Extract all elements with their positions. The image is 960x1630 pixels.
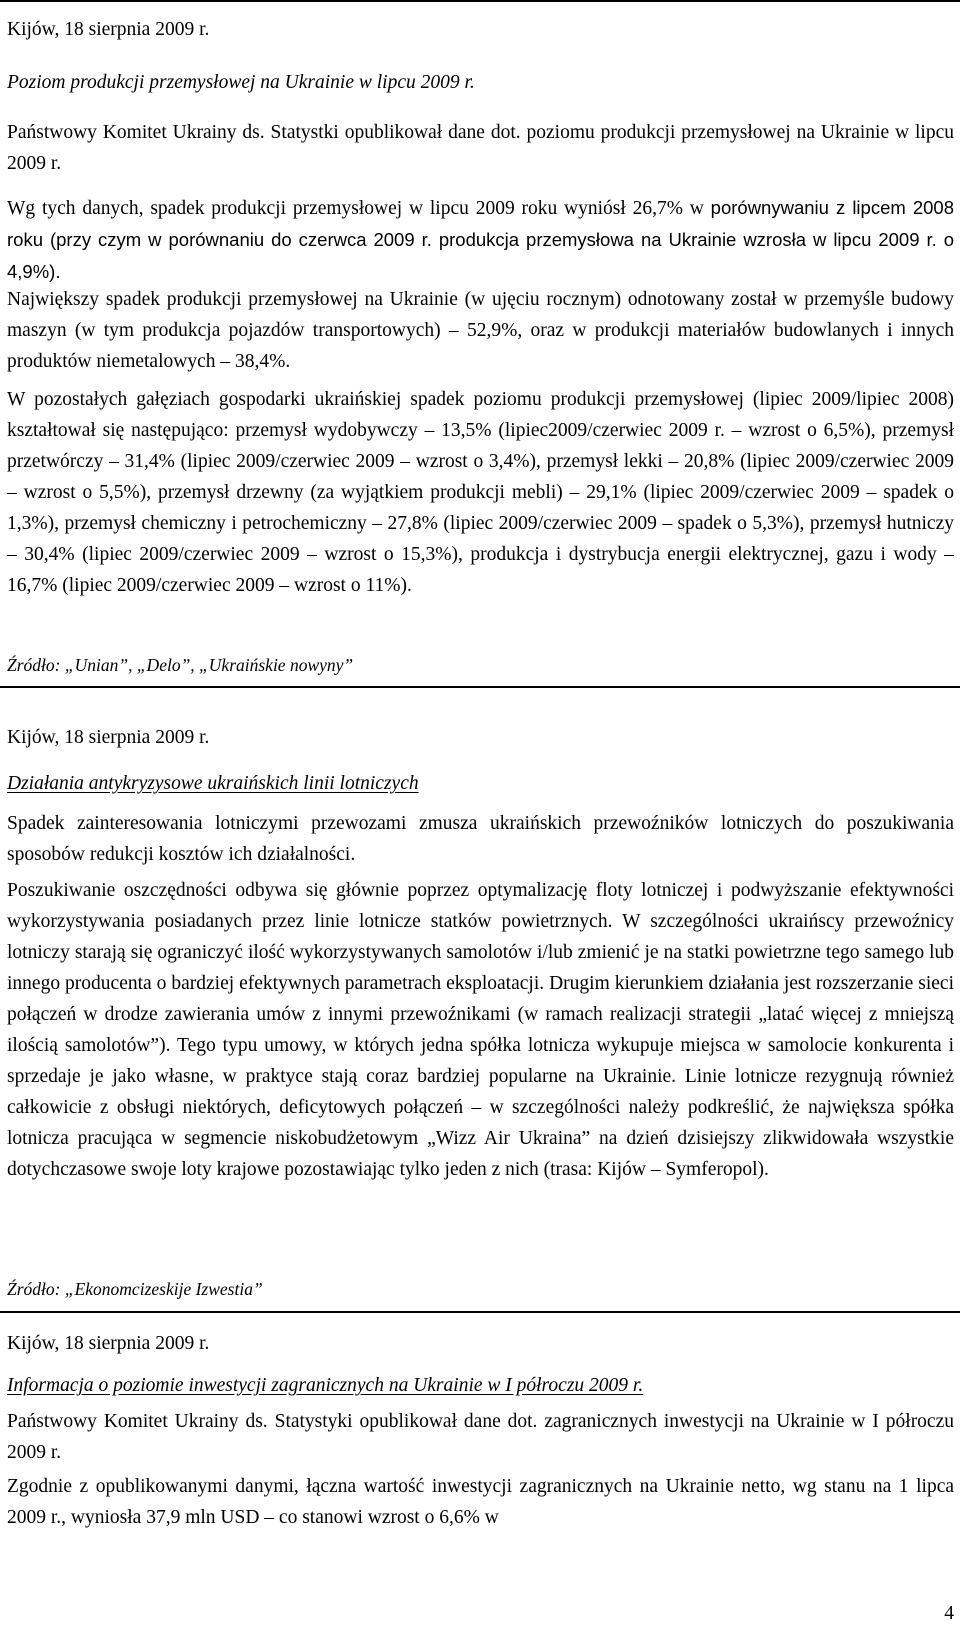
- page-number: 4: [944, 1603, 954, 1624]
- article1-date: Kijów, 18 sierpnia 2009 r.: [7, 19, 210, 40]
- article1-paragraph-4: W pozostałych gałęziach gospodarki ukraińskiej spadek poziomu produkcji przemysłowej (lipiec 2009/lipiec 2008) kształtował się następująco: przemysł wydobywczy – 13,5% (lipiec2009/czerwiec 2009 r. – wzrost o 6,5%), przemysł przetwórczy – 31,4% (lipiec 2009/czerwiec 2009 – wzrost o 3,4%), przemysł lekki – 20,8% (lipiec 2009/czerwiec 2009 – wzrost o 5,5%), przemysł drzewny (za wyjątkiem produkcji mebli) – 29,1% (lipiec 2009/czerwiec 2009 – spadek o 1,3%), przemysł chemiczny i petrochemiczny – 27,8% (lipiec 2009/czerwiec 2009 – spadek o 5,3%), przemysł hutniczy – 30,4% (lipiec 2009/czerwiec 2009 – wzrost o 15,3%), produkcja i dystrybucja energii elektrycznej, gazu i wody – 16,7% (lipiec 2009/czerwiec 2009 – wzrost o 11%).: [7, 389, 954, 596]
- article1-paragraph-3: Największy spadek produkcji przemysłowej na Ukrainie (w ujęciu rocznym) odnotowany został w przemyśle budowy maszyn (w tym produkcja pojazdów transportowych) – 52,9%, oraz w produkcji materiałów budowlanych i innych produktów niemetalowych – 38,4%.: [7, 289, 954, 372]
- section-divider-2: [0, 1311, 960, 1313]
- article1-source: Źródło: „Unian”, „Delo”, „Ukraińskie nowyny”: [7, 655, 354, 675]
- article2-paragraph-2: Poszukiwanie oszczędności odbywa się głównie poprzez optymalizację floty lotniczej i podwyższanie efektywności wykorzystywania posiadanych przez linie lotnicze statków powietrznych. W szczególności ukraińscy przewoźnicy lotniczy starają się ograniczyć ilość wykorzystywanych samolotów i/lub zmienić je na statki powietrzne tego samego lub innego producenta o bardziej efektywnych parametrach eksploatacji. Drugim kierunkiem działania jest rozszerzanie sieci połączeń w drodze zawierania umów z innymi przewoźnikami (w ramach realizacji strategii „latać więcej z mniejszą ilością samolotów”). Tego typu umowy, w których jedna spółka lotnicza wykupuje miejsca w samolocie konkurenta i sprzedaje je jako własne, w praktyce stają coraz bardziej popularne na Ukrainie. Linie lotnicze rezygnują również całkowicie z obsługi niektórych, deficytowych połączeń – w szczególności należy podkreślić, że największa spółka lotnicza pracująca w segmencie niskobudżetowym „Wizz Air Ukraina” na dzień dzisiejszy zlikwidowała wszystkie dotychczasowe swoje loty krajowe pozostawiając tylko jeden z nich (trasa: Kijów – Symferopol).: [7, 880, 954, 1180]
- article2-date: Kijów, 18 sierpnia 2009 r.: [7, 727, 210, 748]
- section-divider-1: [0, 686, 960, 688]
- article3-paragraph-2: Zgodnie z opublikowanymi danymi, łączna wartość inwestycji zagranicznych na Ukrainie netto, wg stanu na 1 lipca 2009 r., wyniosła 37,9 mln USD – co stanowi wzrost o 6,6% w: [7, 1476, 954, 1528]
- article1-paragraph-1: Państwowy Komitet Ukrainy ds. Statystki opublikował dane dot. poziomu produkcji przemysłowej na Ukrainie w lipcu 2009 r.: [7, 122, 954, 174]
- article1-title: Poziom produkcji przemysłowej na Ukrainie w lipcu 2009 r.: [7, 72, 475, 93]
- article1-paragraph-2-sans: porównywaniu z lipcem 2008 roku (przy czym w porównaniu do czerwca 2009 r. produkcja przemysłowa na Ukrainie wzrosła w lipcu 2009 r. o 4,9%).: [7, 197, 955, 282]
- top-rule: [0, 0, 960, 2]
- article2-title: Działania antykryzysowe ukraińskich linii lotniczych: [7, 773, 419, 794]
- article2-paragraph-1: Spadek zainteresowania lotniczymi przewozami zmusza ukraińskich przewoźników lotniczych do poszukiwania sposobów redukcji kosztów ich działalności.: [7, 813, 954, 865]
- article3-paragraph-1: Państwowy Komitet Ukrainy ds. Statystyki opublikował dane dot. zagranicznych inwestycji na Ukrainie w I półroczu 2009 r.: [7, 1411, 954, 1463]
- article1-paragraph-2-serif: Wg tych danych, spadek produkcji przemysłowej w lipcu 2009 roku wyniósł 26,7% w: [7, 198, 704, 219]
- article3-date: Kijów, 18 sierpnia 2009 r.: [7, 1333, 210, 1354]
- article2-source: Źródło: „Ekonomcizeskije Izwestia”: [7, 1279, 263, 1299]
- article3-title: Informacja o poziomie inwestycji zagranicznych na Ukrainie w I półroczu 2009 r.: [7, 1375, 644, 1396]
- article1-paragraph-2: [7, 192, 954, 288]
